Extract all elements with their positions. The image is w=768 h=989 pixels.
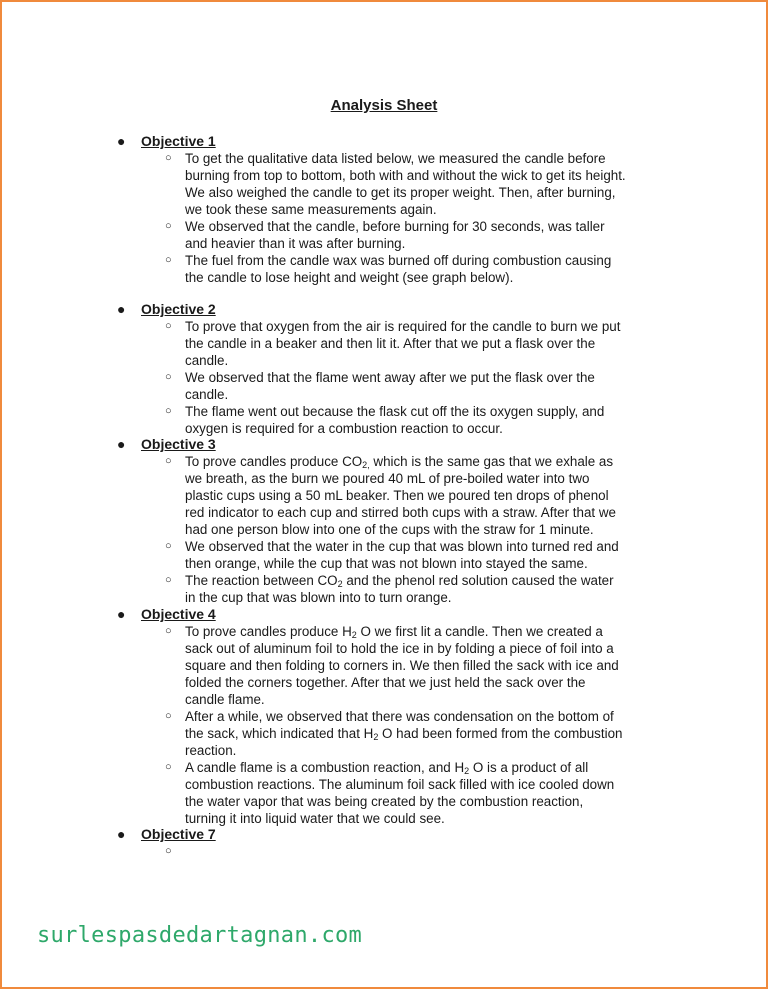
circle-bullet-icon: ○ bbox=[165, 320, 172, 332]
circle-bullet-icon: ○ bbox=[165, 574, 172, 586]
list-item: ○ To prove candles produce $H_2$ O we first lit a candle. Then we created a sack out of aluminum foil to hold the ice in by folding a piece of foil into a square and then folding to corners in. We then filled the sack with ice and folded the corners together. After that we just held the sack over the candle flame. bbox=[165, 624, 619, 707]
circle-bullet-icon: ○ bbox=[165, 371, 172, 383]
watermark: surlespasdedartagnan.com bbox=[37, 923, 363, 948]
objective-3-section bbox=[117, 436, 677, 606]
list-item: ○ The fuel from the candle wax was burned off during combustion causing the candle to lose height and weight (see graph below). bbox=[165, 253, 612, 285]
page-title: Analysis Sheet bbox=[330, 97, 438, 114]
circle-bullet-icon: ○ bbox=[165, 761, 172, 773]
objective-7-section bbox=[117, 826, 677, 860]
objective-heading: ● Objective 7 bbox=[117, 826, 216, 842]
list-item: ○ A candle flame is a combustion reaction, and $H_2$ O is a product of all combustion reactions. The aluminum foil sack filled with ice cooled down the water vapor that was being created by the combustion reaction, turning it into liquid water that we could see. bbox=[165, 760, 615, 826]
list-item: ○ To prove that oxygen from the air is required for the candle to burn we put the candle in a beaker and then lit it. After that we put a flask over the candle. bbox=[165, 319, 621, 368]
circle-bullet-icon: ○ bbox=[165, 220, 172, 232]
circle-bullet-icon: ○ bbox=[165, 254, 172, 266]
circle-bullet-icon: ○ bbox=[165, 540, 172, 552]
objective-1-section bbox=[117, 133, 677, 286]
objective-2-section bbox=[117, 301, 677, 437]
objective-4-section bbox=[117, 606, 677, 827]
bullet-icon: ● bbox=[117, 133, 126, 149]
circle-bullet-icon: ○ bbox=[165, 405, 172, 417]
list-item: ○ We observed that the candle, before burning for 30 seconds, was taller and heavier than it was after burning. bbox=[165, 219, 605, 251]
objective-heading: ● Objective 2 bbox=[117, 301, 216, 317]
list-item: ○ The flame went out because the flask cut off the its oxygen supply, and oxygen is required for a combustion reaction to occur. bbox=[165, 404, 605, 436]
objective-heading: ● Objective 1 bbox=[117, 133, 216, 149]
objective-heading: ● Objective 3 bbox=[117, 436, 216, 452]
list-item: ○ We observed that the flame went away after we put the flask over the candle. bbox=[165, 370, 595, 402]
list-item: ○ To get the qualitative data listed below, we measured the candle before burning from top to bottom, both with and without the wick to get its height. We also weighed the candle to get its proper weight. Then, after burning, we took these same measurements again. bbox=[165, 151, 626, 217]
objective-heading: ● Objective 4 bbox=[117, 606, 216, 622]
circle-bullet-icon: ○ bbox=[165, 152, 172, 164]
bullet-icon: ● bbox=[117, 826, 126, 842]
list-item: ○ To prove candles produce $CO_{2,}$ which is the same gas that we exhale as we breath, as the burn we poured 40 mL of pre-boiled water into two plastic cups using a 50 mL beaker. Then we poured ten drops of phenol red indicator to each cup and stirred both cups with a straw. After that we had one person blow into one of the cups with the straw for 1 minute. bbox=[165, 454, 616, 537]
circle-bullet-icon: ○ bbox=[165, 625, 172, 637]
list-item: ○ After a while, we observed that there was condensation on the bottom of the sack, which indicated that $H_2$ O had been formed from the combustion reaction. bbox=[165, 709, 623, 758]
circle-bullet-icon: ○ bbox=[165, 845, 172, 857]
list-item: ○ The reaction between $CO_2$ and the phenol red solution caused the water in the cup that was blown into to turn orange. bbox=[165, 573, 614, 605]
list-item bbox=[117, 843, 677, 860]
circle-bullet-icon: ○ bbox=[165, 710, 172, 722]
list-item: ○ We observed that the water in the cup that was blown into turned red and then orange, while the cup that was not blown into stayed the same. bbox=[165, 539, 619, 571]
circle-bullet-icon: ○ bbox=[165, 455, 172, 467]
bullet-icon: ● bbox=[117, 301, 126, 317]
bullet-icon: ● bbox=[117, 436, 126, 452]
bullet-icon: ● bbox=[117, 606, 126, 622]
